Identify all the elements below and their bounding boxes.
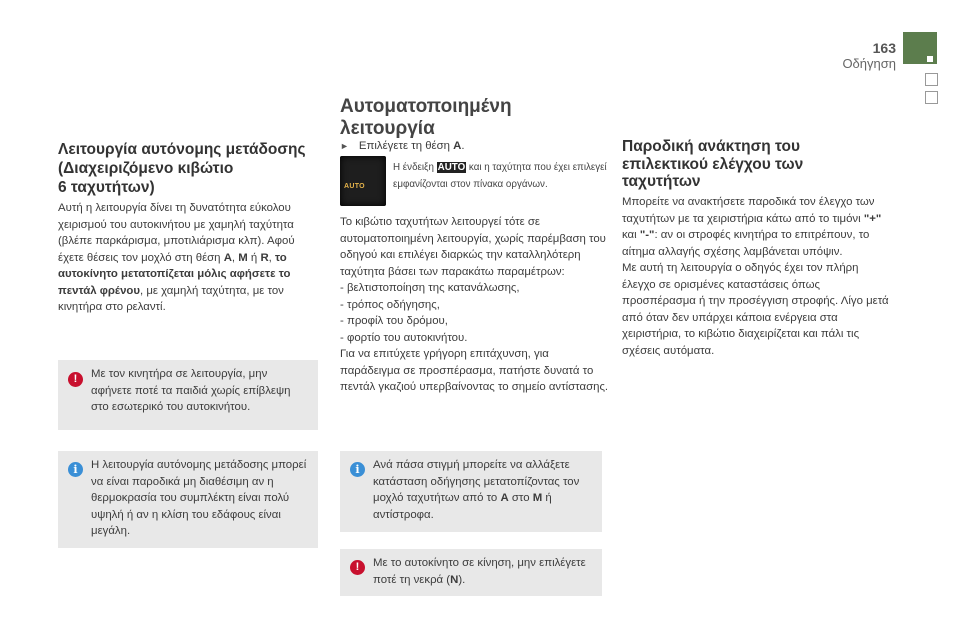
warning-part: ). <box>458 573 466 586</box>
gear-position: A <box>500 492 509 504</box>
title-line: ταχυτήτων <box>622 173 701 190</box>
warning-part: Με το αυτοκίνητο σε κίνηση, μην επιλέγετε ποτέ τη νεκρά ( <box>373 557 586 586</box>
info-part: ή αντίστροφα. <box>373 492 552 521</box>
warning-text <box>373 555 595 588</box>
left-body-text <box>58 200 323 316</box>
warning-box <box>340 549 602 596</box>
info-box <box>58 451 318 548</box>
list-item: - τρόπος οδήγησης, <box>340 298 440 311</box>
display-label: AUTO <box>344 183 365 190</box>
title-line: Λειτουργία αυτόνομης μετάδοσης <box>58 141 306 158</box>
instruction-bullet <box>340 138 610 154</box>
right-body-text <box>622 194 890 359</box>
warning-icon: ! <box>350 560 365 575</box>
left-section-title <box>58 140 328 197</box>
body-text: Μπορείτε να ανακτήσετε παροδικά τον έλεγχο των ταχυτήτων με τα χειριστήρια κάτω από το τιμόνι <box>622 196 875 225</box>
chapter-tab[interactable] <box>903 32 937 64</box>
gear-position: A <box>223 251 232 264</box>
info-icon: i <box>350 462 365 477</box>
info-icon: i <box>68 462 83 477</box>
body-paragraph: Με αυτή τη λειτουργία ο οδηγός έχει τον πλήρη έλεγχο σε ορισμένες καταστάσεις όπως προσπέρασμα ή την προσέγγιση στροφής. Λίγο μετά από όταν δεν υπάρχει κάποια ενέργεια στα χειριστήρια, το κιβώτιο διαχειρίζεται και πάλι τις σχέσεις αυτόματα. <box>622 262 889 357</box>
bullet-text: . <box>461 140 465 152</box>
section-name: Οδήγηση <box>842 56 896 71</box>
body-text: Αυτή η λειτουργία δίνει τη δυνατότητα εύκολου χειρισμού του αυτοκινήτου με χαμηλή ταχύτητα (βλέπε παρκάρισμα, μποτιλιάρισμα κλπ). Αφού έχετε θέσεις τον μοχλό στη θέση <box>58 202 295 264</box>
body-emphasis: το αυτοκίνητο μετατοπίζεται μόλις αφήσετε το πεντάλ φρένου <box>58 251 291 297</box>
warning-text: Με τον κινητήρα σε λειτουργία, μην αφήνετε ποτέ τα παιδιά χωρίς επίβλεψη στο εσωτερικό του αυτοκινήτου. <box>91 368 291 413</box>
paddle-minus: "-" <box>639 229 655 241</box>
middle-body-text <box>340 214 612 396</box>
body-text: και <box>622 229 640 241</box>
title-line: επιλεκτικού ελέγχου των <box>622 155 804 173</box>
chapter-tab-empty[interactable] <box>925 91 938 104</box>
gear-position: N <box>450 573 459 586</box>
list-item: - προφίλ του δρόμου, <box>340 315 448 327</box>
info-text: Η λειτουργία αυτόνομης μετάδοσης μπορεί να είναι παροδικά μη διαθέσιμη αν η θερμοκρασία του συμπλέκτη είναι πολύ υψηλή ή αν η κλίση του εδάφους είναι μεγάλη. <box>91 459 307 537</box>
body-text: : αν οι στροφές κινητήρα το επιτρέπουν, το αίτημα αλλαγής σχέσης λαμβάνεται υπόψιν. <box>622 229 870 258</box>
indication-word: AUTO <box>437 162 466 173</box>
gear-position: A <box>453 140 462 152</box>
warning-icon: ! <box>68 372 83 387</box>
tab-marker-icon <box>927 56 933 62</box>
instrument-display-image <box>340 156 386 206</box>
gear-position: M <box>532 492 543 504</box>
bullet-text: Επιλέγετε τη θέση <box>358 140 454 152</box>
info-part: Ανά πάσα στιγμή μπορείτε να αλλάξετε κατάσταση οδήγησης μετατοπίζοντας τον μοχλό ταχυτήτων από το <box>373 459 580 504</box>
page-title: Αυτοματοποιημένη λειτουργία <box>340 96 512 139</box>
separator: , <box>268 251 276 264</box>
separator: , <box>231 251 239 264</box>
body-text: Το κιβώτιο ταχυτήτων λειτουργεί τότε σε αυτοματοποιημένη λειτουργία, χωρίς παρέμβαση του οδηγού και επιλέγει διαρκώς την καταλληλότερη ταχύτητα βάσει των παρακάτω παραμέτρων: <box>340 216 606 278</box>
indication-part: Η ένδειξη <box>393 162 437 173</box>
page-number: 163 <box>872 40 896 56</box>
info-part: στο <box>508 492 533 504</box>
triangle-right-icon: ► <box>340 141 349 151</box>
title-line: 6 ταχυτήτων) <box>58 179 155 196</box>
indication-part: και η ταχύτητα που έχει επιλεγεί εμφανίζονται στον πίνακα οργάνων. <box>393 162 607 190</box>
body-text: , με χαμηλή ταχύτητα, με τον κινητήρα στο ρελαντί. <box>58 284 284 313</box>
right-section-title <box>622 138 892 191</box>
separator: ή <box>247 251 261 264</box>
indication-text <box>393 160 608 193</box>
list-item: - βελτιστοποίηση της κατανάλωσης, <box>340 282 520 294</box>
info-box <box>340 451 602 532</box>
chapter-tab-empty[interactable] <box>925 73 938 86</box>
paddle-plus: "+" <box>863 212 882 225</box>
info-text <box>373 457 595 523</box>
warning-box <box>58 360 318 430</box>
gear-position: R <box>260 251 269 264</box>
title-line: Παροδική ανάκτηση του <box>622 138 800 155</box>
body-text: Για να επιτύχετε γρήγορη επιτάχυνση, για παράδειγμα σε προσπέρασμα, πατήστε δυνατά το πεντάλ γκαζιού υπερβαίνοντας το σημείο αντίστασης. <box>340 348 609 393</box>
gear-position: M <box>238 251 248 264</box>
list-item: - φορτίο του αυτοκινήτου. <box>340 331 468 344</box>
body-paragraph <box>622 194 890 260</box>
title-line: (Διαχειριζόμενο κιβώτιο <box>58 160 234 177</box>
